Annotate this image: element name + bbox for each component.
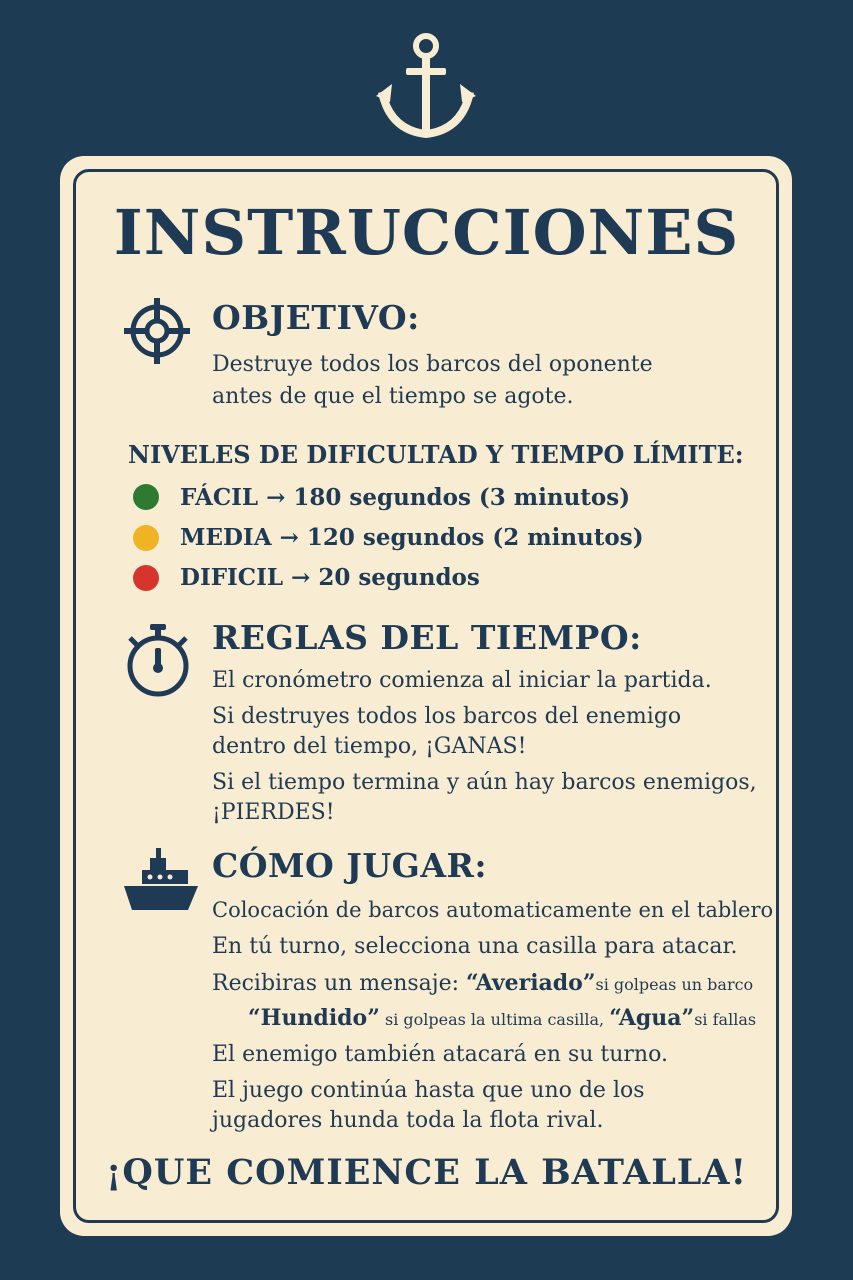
level-easy-dot <box>133 484 159 510</box>
level-hard: DIFICIL → 20 segundos <box>180 564 480 591</box>
level-medium-dot <box>133 525 159 551</box>
msg-sunk: “Hundido” <box>248 1005 380 1031</box>
stopwatch-icon <box>124 622 192 698</box>
page-title: INSTRUCCIONES <box>113 196 740 269</box>
how-to-line-3: Recibiras un mensaje: “Averiado”si golpeas un barco <box>212 970 754 996</box>
time-rules-heading: REGLAS DEL TIEMPO: <box>212 618 642 657</box>
how-to-line-4: “Hundido” si golpeas la ultima casilla, “Agua”si fallas <box>248 1005 757 1031</box>
level-medium: MEDIA → 120 segundos (2 minutos) <box>180 524 644 551</box>
msg-water: “Agua” <box>609 1005 695 1031</box>
how-to-line-1: Colocación de barcos automaticamente en el tablero <box>212 898 774 922</box>
how-to-line-2: En tú turno, selecciona una casilla para atacar. <box>212 934 738 959</box>
anchor-icon <box>376 30 476 138</box>
time-rules-line-3: dentro del tiempo, ¡GANAS! <box>212 734 527 759</box>
how-to-line-5: El enemigo también atacará en su turno. <box>212 1042 668 1067</box>
msg-damaged: “Averiado” <box>466 970 596 996</box>
ship-icon <box>120 846 200 916</box>
how-to-heading: CÓMO JUGAR: <box>212 846 488 885</box>
crosshair-icon <box>122 296 192 366</box>
objective-line-2: antes de que el tiempo se agote. <box>212 384 574 409</box>
objective-heading: OBJETIVO: <box>212 298 420 337</box>
time-rules-line-2: Si destruyes todos los barcos del enemigo <box>212 704 682 729</box>
time-rules-line-5: ¡PIERDES! <box>212 800 335 825</box>
battle-call: ¡QUE COMIENCE LA BATALLA! <box>106 1152 747 1193</box>
level-easy: FÁCIL → 180 segundos (3 minutos) <box>180 484 631 511</box>
objective-line-1: Destruye todos los barcos del oponente <box>212 352 653 377</box>
levels-heading: NIVELES DE DIFICULTAD Y TIEMPO LÍMITE: <box>128 440 744 469</box>
how-to-line-6: El juego continúa hasta que uno de los <box>212 1078 645 1103</box>
time-rules-line-4: Si el tiempo termina y aún hay barcos enemigos, <box>212 770 757 795</box>
time-rules-line-1: El cronómetro comienza al iniciar la partida. <box>212 668 712 693</box>
how-to-line-7: jugadores hunda toda la flota rival. <box>212 1108 604 1133</box>
level-hard-dot <box>133 565 159 591</box>
